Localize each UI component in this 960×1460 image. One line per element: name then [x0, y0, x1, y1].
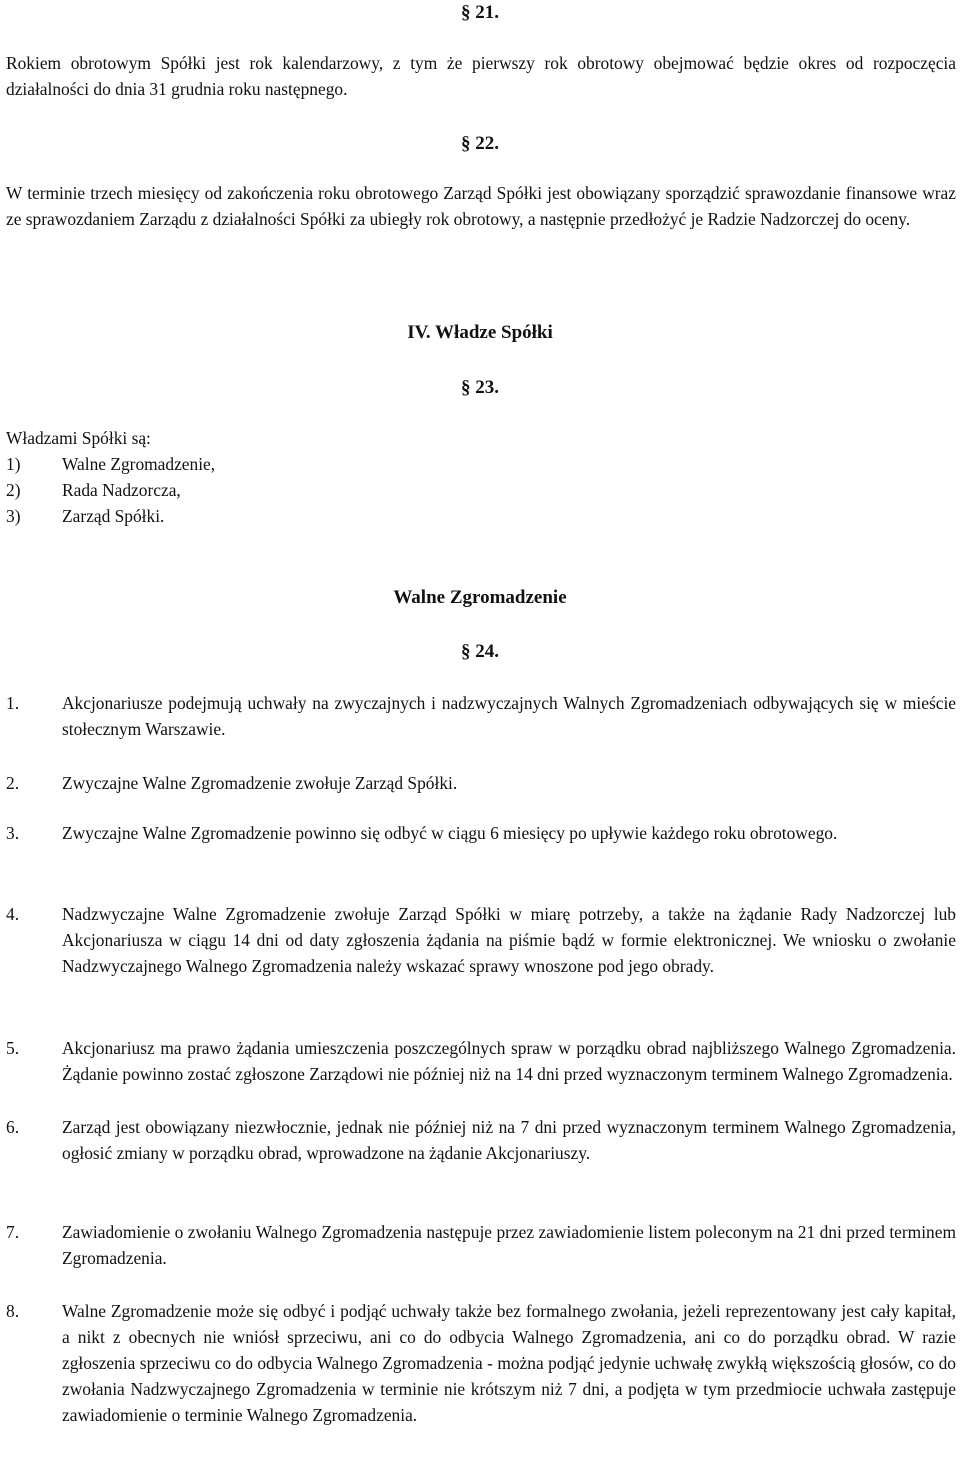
list-item: [6, 477, 406, 503]
list-item: [6, 1298, 956, 1428]
list-item-number: 3): [6, 506, 21, 526]
section-22-text: W terminie trzech miesięcy od zakończenia roku obrotowego Zarząd Spółki jest obowiązany sporządzić sprawozdanie finansowe wraz ze sprawozdaniem Zarządu z działalności Spółki za ubiegły rok obrotowy, a następnie przedłożyć je Radzie Nadzorczej do oceny.: [6, 183, 956, 229]
list-item: [6, 901, 956, 979]
list-item-number: 2.: [6, 773, 20, 793]
list-item-text: Walne Zgromadzenie,: [62, 454, 216, 474]
list-item-number: 3.: [6, 823, 20, 843]
list-item-text: Rada Nadzorcza,: [62, 480, 181, 500]
section-23-label: § 23.: [461, 377, 499, 398]
list-item-number: 5.: [6, 1038, 20, 1058]
list-item: [6, 770, 956, 796]
list-item-number: 2): [6, 480, 21, 500]
list-item-number: 4.: [6, 904, 20, 924]
section-21-label: § 21.: [461, 2, 499, 23]
list-item-text: Zarząd jest obowiązany niezwłocznie, jednak nie później niż na 7 dni przed wyznaczonym terminem Walnego Zgromadzenia, ogłosić zmiany w porządku obrad, wprowadzone na żądanie Akcjonariuszy.: [62, 1117, 956, 1163]
list-item-text: Akcjonariusz ma prawo żądania umieszczenia poszczególnych spraw w porządku obrad najbliższego Walnego Zgromadzenia. Żądanie powinno zostać zgłoszone Zarządowi nie później niż na 14 dni przed wyznaczonym terminem Walnego Zgromadzenia.: [62, 1038, 956, 1084]
list-item: [6, 820, 956, 846]
list-item-text: Akcjonariusze podejmują uchwały na zwyczajnych i nadzwyczajnych Walnych Zgromadzeniach odbywających się w mieście stołecznym Warszawie.: [62, 693, 956, 739]
list-item-number: 7.: [6, 1222, 20, 1242]
list-item-number: 6.: [6, 1117, 20, 1137]
list-item-text: Zwyczajne Walne Zgromadzenie powinno się odbyć w ciągu 6 miesięcy po upływie każdego roku obrotowego.: [62, 823, 838, 843]
authorities-intro: Władzami Spółki są:: [6, 428, 151, 448]
list-item: [6, 503, 406, 529]
list-item: [6, 1035, 956, 1087]
list-item: [6, 690, 956, 742]
list-item-text: Nadzwyczajne Walne Zgromadzenie zwołuje Zarząd Spółki w miarę potrzeby, a także na żądanie Rady Nadzorczej lub Akcjonariusza w ciągu 14 dni od daty zgłoszenia żądania na piśmie bądź w formie elektronicznej. We wniosku o zwołanie Nadzwyczajnego Walnego Zgromadzenia należy wskazać sprawy wnoszone pod jego obrady.: [62, 904, 956, 976]
list-item-text: Zarząd Spółki.: [62, 506, 165, 526]
subheading-general-meeting: Walne Zgromadzenie: [393, 587, 567, 608]
list-item-number: 8.: [6, 1301, 20, 1321]
section-22-label: § 22.: [461, 133, 499, 154]
list-item-number: 1): [6, 454, 21, 474]
authorities-list: [6, 425, 406, 529]
section-24-label: § 24.: [461, 641, 499, 662]
chapter-heading: IV. Władze Spółki: [407, 322, 553, 343]
list-item-text: Zawiadomienie o zwołaniu Walnego Zgromadzenia następuje przez zawiadomienie listem poleconym na 21 dni przed terminem Zgromadzenia.: [62, 1222, 956, 1268]
list-item-number: 1.: [6, 693, 20, 713]
list-item: [6, 1219, 956, 1271]
list-item-text: Walne Zgromadzenie może się odbyć i podjąć uchwały także bez formalnego zwołania, jeżeli reprezentowany jest cały kapitał, a nikt z obecnych nie wniósł sprzeciwu, ani co do odbycia Walnego Zgromadzenia, ani co do porządku obrad. W razie zgłoszenia sprzeciwu co do odbycia Walnego Zgromadzenia - można podjąć jedynie uchwałę zwykłą większością głosów, co do zwołania Nadzwyczajnego Zgromadzenia w terminie nie krótszym niż 7 dni, a podjęta w tym przedmiocie uchwała zastępuje zawiadomienie o terminie Walnego Zgromadzenia.: [62, 1301, 956, 1425]
list-item: [6, 451, 406, 477]
section-21-text: Rokiem obrotowym Spółki jest rok kalendarzowy, z tym że pierwszy rok obrotowy obejmować będzie okres od rozpoczęcia działalności do dnia 31 grudnia roku następnego.: [6, 53, 956, 99]
list-item: [6, 1114, 956, 1166]
list-item-text: Zwyczajne Walne Zgromadzenie zwołuje Zarząd Spółki.: [62, 773, 458, 793]
